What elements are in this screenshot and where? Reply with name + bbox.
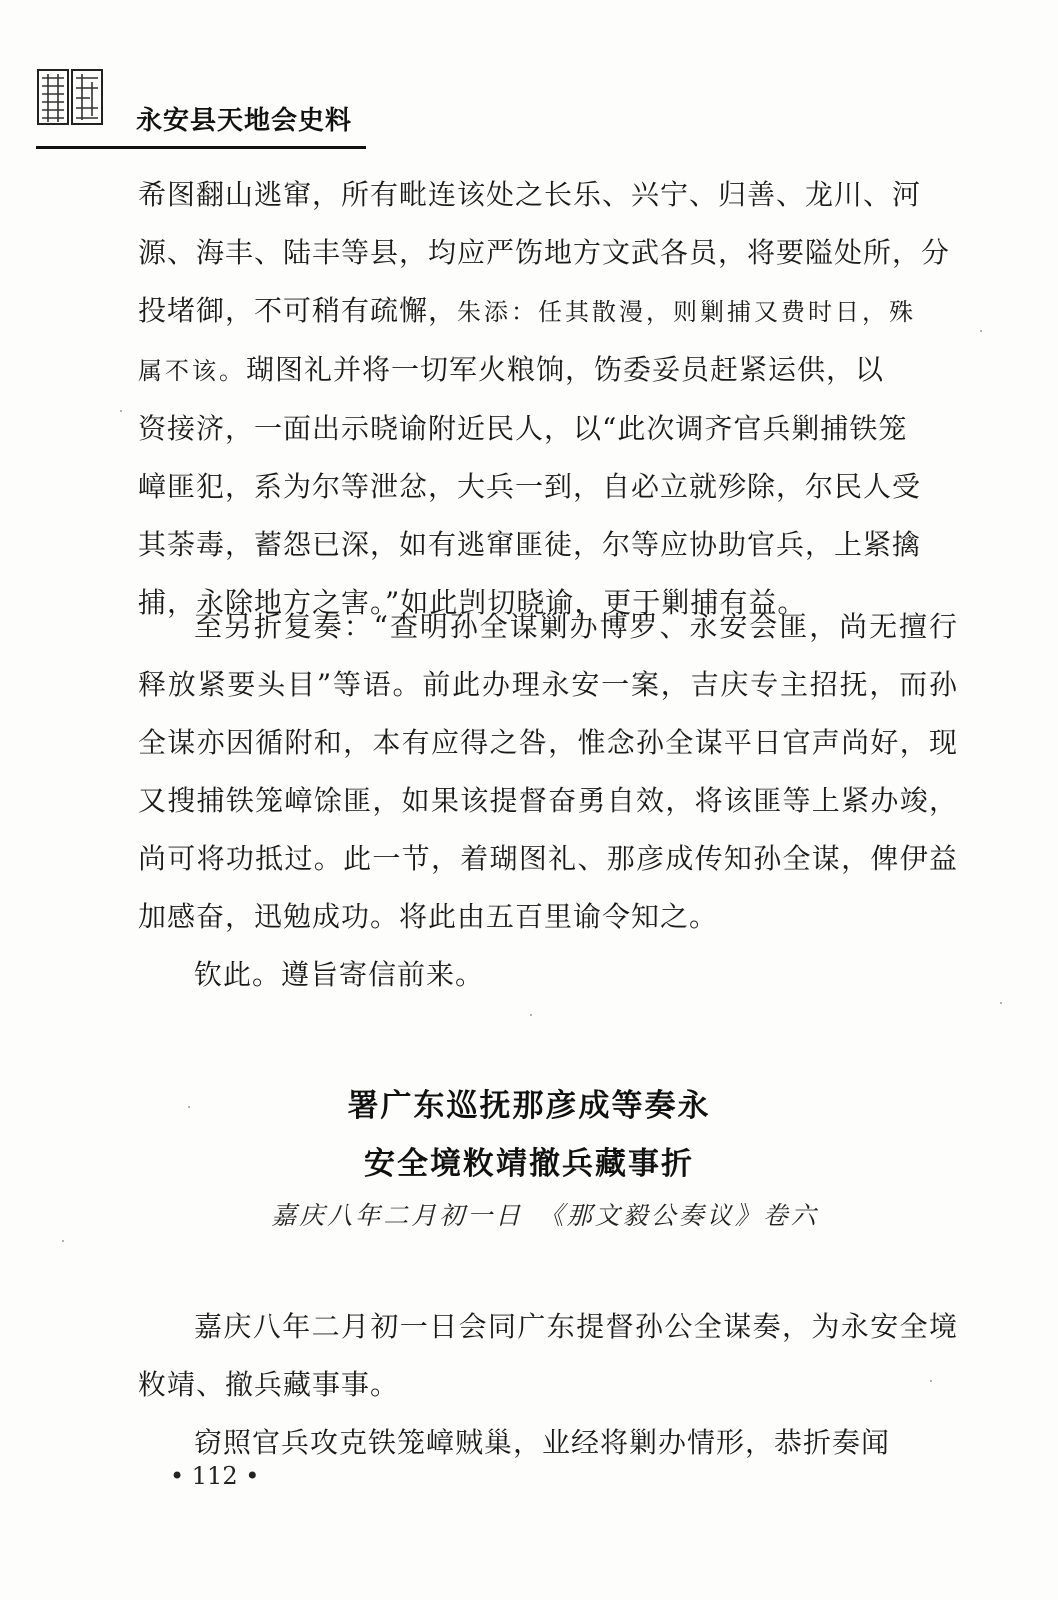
vermilion-note: 朱添：任其散漫，则剿捕又费时日，殊 xyxy=(457,298,917,326)
scan-speck xyxy=(62,1240,64,1242)
text-fragment: 投堵御，不可稍有疏懈， xyxy=(138,294,458,327)
text-line: 捕，永除地方之害。”如此剀切晓谕，更于剿捕有益。 xyxy=(138,586,807,619)
scan-speck xyxy=(930,1380,932,1382)
seal-logo-icon xyxy=(36,66,104,128)
text-line: 嶂匪犯，系为尔等泄忿，大兵一到，自必立就殄除，尔民人受 xyxy=(138,470,922,503)
text-line xyxy=(138,282,958,341)
section-subtitle: 嘉庆八年二月初一日 《那文毅公奏议》卷六 xyxy=(271,1201,819,1230)
text-line: 源、海丰、陆丰等县，均应严饬地方文武各员，将要隘处所，分 xyxy=(138,236,951,269)
scan-speck xyxy=(1000,1002,1002,1004)
running-title: 永安县天地会史料 xyxy=(136,106,353,136)
paragraph: 窃照官兵攻克铁笼嶂贼巢，业经将剿办情形，恭折奏闻 xyxy=(194,1426,891,1459)
scan-speck xyxy=(530,1014,532,1016)
page-number: • 112 • xyxy=(170,1462,260,1490)
paragraph: 钦此。遵旨寄信前来。 xyxy=(194,958,485,991)
text-line: 资接济，一面出示晓谕附近民人，以“此次调齐官兵剿捕铁笼 xyxy=(138,412,908,445)
header-rule xyxy=(36,146,366,149)
section-title-line-2: 安全境敉靖撤兵藏事折 xyxy=(364,1146,694,1182)
text-fragment: 瑚图礼并将一切军火粮饷，饬委妥员赶紧运供，以 xyxy=(246,353,885,386)
memorial-text-block xyxy=(138,1298,958,1472)
vermilion-note-end: 属不该。 xyxy=(138,357,246,385)
edict-reply-block xyxy=(138,598,958,1004)
text-line: 希图翻山逃窜，所有毗连该处之长乐、兴宁、归善、龙川、河 xyxy=(138,178,922,211)
scan-speck xyxy=(188,1106,190,1108)
paragraph: 至另折复奏：“查明孙全谋剿办博罗、永安会匪，尚无擅行释放紧要头目”等语。前此办理永安一案，吉庆专主招抚，而孙全谋亦因循附和，本有应得之咎，惟念孙全谋平日官声尚好，现又搜捕铁笼嶂馀匪，如果该提督奋勇自效，将该匪等上紧办竣，尚可将功抵过。此一节，着瑚图礼、那彦成传知孙全谋，俾伊益加感奋，迅勉成功。将此由五百里谕令知之。 xyxy=(138,610,958,933)
text-line: 其荼毒，蓄怨已深，如有逃窜匪徒，尔等应协助官兵，上紧擒 xyxy=(138,528,922,561)
section-title-line-1: 署广东巡抚那彦成等奏永 xyxy=(347,1088,711,1124)
paragraph: 嘉庆八年二月初一日会同广东提督孙公全谋奏，为永安全境敉靖、撤兵藏事事。 xyxy=(138,1310,958,1401)
scan-speck xyxy=(120,410,122,412)
edict-text-block xyxy=(138,166,958,632)
text-line xyxy=(138,341,958,400)
scan-speck xyxy=(980,330,982,332)
